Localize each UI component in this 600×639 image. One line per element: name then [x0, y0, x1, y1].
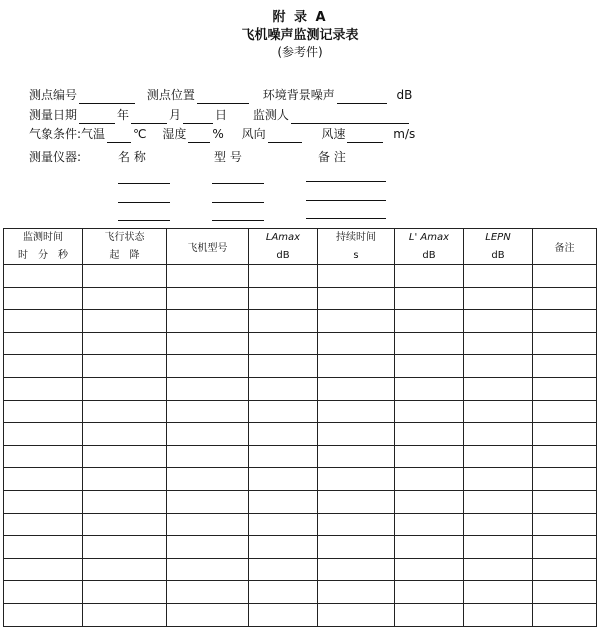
reference-note: (参考件) — [277, 45, 323, 59]
col-header-duration: 持续时间 s — [318, 229, 395, 265]
instrument-remark-line[interactable] — [306, 200, 386, 201]
table-cell[interactable] — [464, 468, 533, 491]
point-location-label: 测点位置 — [146, 88, 195, 102]
instrument-name-line[interactable] — [118, 202, 170, 203]
table-cell[interactable] — [318, 581, 395, 604]
month-field[interactable] — [131, 110, 167, 124]
table-cell[interactable] — [533, 265, 597, 288]
table-row — [4, 513, 597, 536]
table-cell[interactable] — [167, 265, 249, 288]
record-table-body — [4, 265, 597, 627]
table-cell[interactable] — [83, 310, 167, 333]
table-cell[interactable] — [167, 310, 249, 333]
table-cell[interactable] — [249, 287, 318, 310]
table-cell[interactable] — [464, 332, 533, 355]
instrument-name-header: 名 称 — [118, 150, 146, 164]
point-number-field[interactable] — [79, 90, 135, 104]
table-row — [4, 287, 597, 310]
table-cell[interactable] — [464, 513, 533, 536]
table-cell[interactable] — [83, 265, 167, 288]
table-cell[interactable] — [83, 377, 167, 400]
table-cell[interactable] — [83, 513, 167, 536]
table-cell[interactable] — [395, 490, 464, 513]
table-cell[interactable] — [249, 513, 318, 536]
table-cell[interactable] — [167, 400, 249, 423]
table-cell[interactable] — [395, 355, 464, 378]
col-header-flight-status: 飞行状态 起 降 — [83, 229, 167, 265]
table-cell[interactable] — [4, 490, 83, 513]
appendix-label: 附 录 A — [272, 10, 328, 25]
temperature-unit: ℃ — [133, 127, 147, 141]
table-cell[interactable] — [83, 423, 167, 446]
table-row — [4, 423, 597, 446]
table-cell[interactable] — [167, 581, 249, 604]
noise-record-table — [3, 228, 597, 627]
day-label: 日 — [215, 108, 228, 122]
table-cell[interactable] — [4, 468, 83, 491]
table-cell[interactable] — [249, 423, 318, 446]
table-cell[interactable] — [318, 558, 395, 581]
table-cell[interactable] — [83, 400, 167, 423]
table-cell[interactable] — [395, 558, 464, 581]
table-cell[interactable] — [167, 603, 249, 626]
table-cell[interactable] — [464, 400, 533, 423]
table-cell[interactable] — [4, 265, 83, 288]
table-cell[interactable] — [249, 377, 318, 400]
table-row — [4, 490, 597, 513]
table-cell[interactable] — [464, 377, 533, 400]
year-label: 年 — [117, 108, 130, 122]
table-cell[interactable] — [395, 400, 464, 423]
table-cell[interactable] — [533, 445, 597, 468]
instrument-model-line[interactable] — [212, 220, 264, 221]
table-row — [4, 265, 597, 288]
table-cell[interactable] — [249, 400, 318, 423]
table-cell[interactable] — [533, 536, 597, 559]
monitor-person-label: 监测人 — [252, 108, 289, 122]
table-cell[interactable] — [83, 355, 167, 378]
table-cell[interactable] — [464, 310, 533, 333]
table-cell[interactable] — [395, 332, 464, 355]
table-cell[interactable] — [395, 603, 464, 626]
table-cell[interactable] — [533, 377, 597, 400]
col-header-lamax: LAmax dB — [249, 229, 318, 265]
table-cell[interactable] — [4, 513, 83, 536]
table-cell[interactable] — [4, 400, 83, 423]
table-cell[interactable] — [318, 400, 395, 423]
table-cell[interactable] — [249, 468, 318, 491]
table-cell[interactable] — [4, 603, 83, 626]
table-row — [4, 332, 597, 355]
table-cell[interactable] — [318, 377, 395, 400]
table-cell[interactable] — [318, 445, 395, 468]
table-row — [4, 581, 597, 604]
table-cell[interactable] — [395, 513, 464, 536]
wind-speed-field[interactable] — [347, 129, 383, 143]
table-cell[interactable] — [464, 445, 533, 468]
table-cell[interactable] — [395, 265, 464, 288]
date-label: 测量日期 — [29, 108, 78, 122]
table-cell[interactable] — [83, 603, 167, 626]
monitor-person-field[interactable] — [291, 110, 409, 124]
table-cell[interactable] — [533, 581, 597, 604]
table-cell[interactable] — [4, 310, 83, 333]
table-cell[interactable] — [318, 355, 395, 378]
table-cell[interactable] — [395, 581, 464, 604]
point-location-field[interactable] — [197, 90, 249, 104]
table-cell[interactable] — [4, 355, 83, 378]
info-row-2 — [29, 106, 411, 124]
wind-speed-label: 风速 — [321, 127, 346, 141]
table-cell[interactable] — [167, 558, 249, 581]
table-cell[interactable] — [4, 287, 83, 310]
table-cell[interactable] — [464, 490, 533, 513]
instrument-model-header: 型 号 — [214, 150, 242, 164]
table-cell[interactable] — [83, 490, 167, 513]
table-cell[interactable] — [395, 377, 464, 400]
table-cell[interactable] — [318, 332, 395, 355]
table-cell[interactable] — [533, 400, 597, 423]
table-cell[interactable] — [249, 581, 318, 604]
col-header-remarks: 备注 — [533, 229, 597, 265]
month-label: 月 — [169, 108, 182, 122]
table-cell[interactable] — [249, 310, 318, 333]
table-cell[interactable] — [249, 332, 318, 355]
table-cell[interactable] — [249, 265, 318, 288]
table-cell[interactable] — [318, 603, 395, 626]
table-cell[interactable] — [533, 287, 597, 310]
col-header-monitor-time: 监测时间 时 分 秒 — [4, 229, 83, 265]
form-title: 飞机噪声监测记录表 — [241, 28, 359, 43]
table-cell[interactable] — [533, 468, 597, 491]
table-cell[interactable] — [395, 310, 464, 333]
weather-temperature-label: 气象条件:气温 — [29, 127, 106, 141]
humidity-unit: % — [212, 127, 224, 141]
table-cell[interactable] — [464, 355, 533, 378]
info-row-3 — [29, 125, 415, 143]
table-cell[interactable] — [395, 468, 464, 491]
table-cell[interactable] — [83, 445, 167, 468]
table-cell[interactable] — [4, 558, 83, 581]
point-number-label: 测点编号 — [29, 88, 78, 102]
wind-direction-field[interactable] — [268, 129, 302, 143]
table-cell[interactable] — [167, 287, 249, 310]
table-cell[interactable] — [318, 513, 395, 536]
instrument-label: 测量仪器: — [29, 150, 82, 164]
table-cell[interactable] — [167, 468, 249, 491]
table-row — [4, 603, 597, 626]
table-cell[interactable] — [464, 287, 533, 310]
table-cell[interactable] — [318, 265, 395, 288]
table-cell[interactable] — [4, 581, 83, 604]
table-cell[interactable] — [464, 558, 533, 581]
table-cell[interactable] — [167, 332, 249, 355]
humidity-field[interactable] — [188, 129, 210, 143]
table-cell[interactable] — [533, 332, 597, 355]
table-cell[interactable] — [167, 355, 249, 378]
table-cell[interactable] — [249, 445, 318, 468]
table-cell[interactable] — [167, 423, 249, 446]
table-cell[interactable] — [395, 445, 464, 468]
table-cell[interactable] — [464, 423, 533, 446]
table-cell[interactable] — [533, 310, 597, 333]
table-cell[interactable] — [249, 536, 318, 559]
table-cell[interactable] — [395, 287, 464, 310]
instrument-name-line[interactable] — [118, 220, 170, 221]
table-cell[interactable] — [249, 558, 318, 581]
year-field[interactable] — [79, 110, 115, 124]
background-noise-label: 环境背景噪声 — [262, 88, 335, 102]
table-row — [4, 310, 597, 333]
info-row-1 — [29, 86, 412, 104]
table-cell[interactable] — [4, 445, 83, 468]
table-cell[interactable] — [167, 513, 249, 536]
table-cell[interactable] — [318, 536, 395, 559]
table-cell[interactable] — [318, 310, 395, 333]
table-cell[interactable] — [83, 287, 167, 310]
table-cell[interactable] — [4, 423, 83, 446]
table-cell[interactable] — [83, 536, 167, 559]
table-cell[interactable] — [395, 423, 464, 446]
day-field[interactable] — [183, 110, 213, 124]
table-cell[interactable] — [533, 513, 597, 536]
table-cell[interactable] — [533, 558, 597, 581]
table-cell[interactable] — [318, 423, 395, 446]
table-cell[interactable] — [533, 355, 597, 378]
col-header-lepn: LEPN dB — [464, 229, 533, 265]
instrument-name-line[interactable] — [118, 183, 170, 184]
table-cell[interactable] — [249, 355, 318, 378]
table-cell[interactable] — [167, 536, 249, 559]
table-cell[interactable] — [4, 332, 83, 355]
table-cell[interactable] — [83, 558, 167, 581]
background-noise-field[interactable] — [337, 90, 387, 104]
col-header-aircraft-type: 飞机型号 — [167, 229, 249, 265]
instrument-remark-line[interactable] — [306, 218, 386, 219]
table-cell[interactable] — [464, 536, 533, 559]
table-cell[interactable] — [464, 581, 533, 604]
instrument-remark-line[interactable] — [306, 181, 386, 182]
table-row — [4, 468, 597, 491]
table-cell[interactable] — [167, 377, 249, 400]
table-cell[interactable] — [167, 445, 249, 468]
table-row — [4, 558, 597, 581]
table-cell[interactable] — [395, 536, 464, 559]
table-cell[interactable] — [167, 490, 249, 513]
table-cell[interactable] — [249, 490, 318, 513]
table-cell[interactable] — [83, 581, 167, 604]
table-row — [4, 377, 597, 400]
table-row — [4, 445, 597, 468]
table-cell[interactable] — [249, 603, 318, 626]
table-cell[interactable] — [318, 287, 395, 310]
instrument-remark-header: 备 注 — [318, 150, 346, 164]
table-row — [4, 536, 597, 559]
table-cell[interactable] — [533, 490, 597, 513]
table-cell[interactable] — [318, 490, 395, 513]
table-cell[interactable] — [464, 265, 533, 288]
table-cell[interactable] — [464, 603, 533, 626]
table-cell[interactable] — [4, 536, 83, 559]
table-cell[interactable] — [533, 603, 597, 626]
background-noise-unit: dB — [396, 88, 413, 102]
instrument-model-line[interactable] — [212, 183, 264, 184]
wind-speed-unit: m/s — [393, 127, 416, 141]
instrument-model-line[interactable] — [212, 202, 264, 203]
table-row — [4, 400, 597, 423]
humidity-label: 湿度 — [162, 127, 187, 141]
col-header-lamax-prime: L' Amax dB — [395, 229, 464, 265]
wind-direction-label: 风向 — [241, 127, 266, 141]
table-cell[interactable] — [533, 423, 597, 446]
table-row — [4, 355, 597, 378]
table-cell[interactable] — [83, 468, 167, 491]
table-cell[interactable] — [83, 332, 167, 355]
table-cell[interactable] — [4, 377, 83, 400]
table-header-row — [4, 229, 597, 265]
table-cell[interactable] — [318, 468, 395, 491]
temperature-field[interactable] — [107, 129, 131, 143]
